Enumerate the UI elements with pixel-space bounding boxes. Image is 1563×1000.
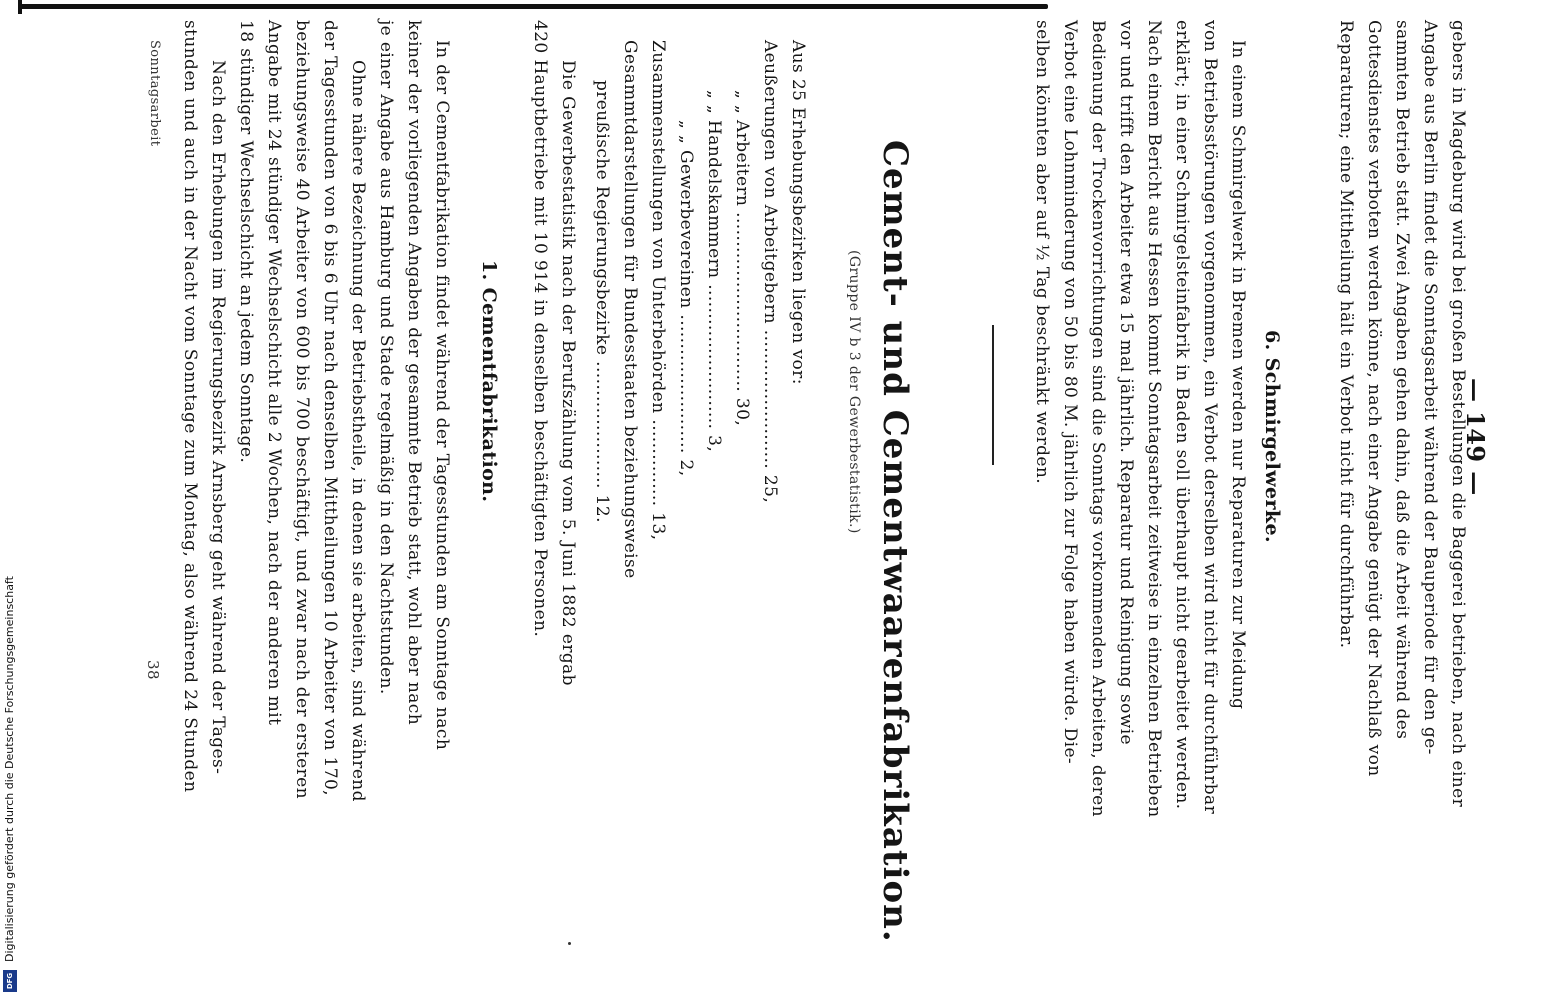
text-line: Zusammenstellungen von Unterbehörden ............... 13, xyxy=(648,40,668,541)
group-note: (Gruppe IV b 3 der Gewerbestatistik.) xyxy=(846,250,862,534)
text-line: Aus 25 Erhebungsbezirken liegen vor: xyxy=(788,40,808,385)
section-heading: Cement- und Cementwaarenfabrikation. xyxy=(875,140,915,943)
page-number: — 149 — xyxy=(1461,378,1490,496)
text-line: keiner der vorliegenden Angaben der gesammte Betrieb statt, wohl aber nach xyxy=(404,20,424,726)
text-line: Nach den Erhebungen im Regierungsbezirk Arnsberg geht während der Tages- xyxy=(208,60,228,775)
text-line: „ „ Gewerbevereinen ........................ 2, xyxy=(676,120,696,477)
text-line: Angabe mit 24 stündiger Wechselschicht alle 2 Wochen, nach der anderen mit xyxy=(264,20,284,726)
text-line: 420 Hauptbetriebe mit 10 914 in denselben beschäftigten Personen. xyxy=(530,20,550,638)
dfg-logo: DFG xyxy=(3,970,17,992)
text-line: Gesammtdarstellungen für Bundesstaaten beziehungsweise xyxy=(620,40,640,579)
text-line: „ „ Arbeitern ............................... 30, xyxy=(732,90,752,427)
section-divider xyxy=(992,325,994,465)
text-line: Angabe aus Berlin findet die Sonntagsarbeit während der Bauperiode für den ge- xyxy=(1420,20,1440,755)
text-line: der Tagesstunden von 6 bis 6 Uhr nach denselben Mittheilungen 10 Arbeiter von 170, xyxy=(320,20,340,796)
text-line: Reparaturen; eine Mittheilung hält ein Verbot nicht für durchführbar. xyxy=(1336,20,1356,649)
text-line: Nach einem Bericht aus Hessen kommt Sonntagsarbeit zeitweise in einzelnen Betrieben xyxy=(1144,20,1164,818)
text-line: Aeußerungen von Arbeitgebern ........................ 25, xyxy=(760,40,780,504)
text-line: „ „ Handelskammern ......................... 3, xyxy=(704,90,724,453)
text-line: In einem Schmirgelwerk in Bremen werden nur Reparaturen zur Meidung xyxy=(1228,40,1248,710)
text-line: preußische Regierungsbezirke ...................... 12. xyxy=(592,80,612,523)
text-line: je einer Angabe aus Hamburg und Stade regelmäßig in den Nachtstunden. xyxy=(376,20,396,695)
scan-speck xyxy=(568,942,571,945)
text-line: vor und trifft den Arbeiter etwa 15 mal jährlich. Reparatur und Reinigung sowie xyxy=(1116,20,1136,746)
text-line: von Betriebsstörungen vorgenommen, ein Verbot derselben wird nicht für durchführbar xyxy=(1200,20,1220,815)
text-line: beziehungsweise 40 Arbeiter von 600 bis 700 beschäftigt, und zwar nach der ersteren xyxy=(292,20,312,799)
text-line: 18 stündiger Wechselschicht an jedem Sonntage. xyxy=(236,20,256,464)
text-line: Gottesdienstes verboten werden könne, nach einer Angabe genügt der Nachlaß von xyxy=(1364,20,1384,777)
text-line: sammten Betrieb statt. Zwei Angaben gehen dahin, daß die Arbeit während des xyxy=(1392,20,1412,740)
text-line: gebers in Magdeburg wird bei großen Bestellungen die Baggerei betrieben, nach einer xyxy=(1448,20,1468,808)
text-line: In der Cementfabrikation findet während der Tagesstunden am Sonntage nach xyxy=(432,40,452,751)
text-line: Ohne nähere Bezeichnung der Betriebstheile, in denen sie arbeiten, sind während xyxy=(348,60,368,802)
text-line: erklärt; in einer Schmirgelsteinfabrik in Baden soll überhaupt nicht gearbeitet werden. xyxy=(1172,20,1192,810)
digitization-margin xyxy=(0,0,20,1000)
text-line: Verbot eine Lohnminderung von 50 bis 80 M. jährlich zur Folge haben würde. Die- xyxy=(1060,20,1080,765)
text-line: Bedienung der Trockenvorrichtungen sind die Sonntags vorkommenden Arbeiten, deren xyxy=(1088,20,1108,817)
subsection-heading: 1. Cementfabrikation. xyxy=(478,260,500,503)
running-foot: Sonntagsarbeit xyxy=(147,40,162,147)
subsection-heading: 6. Schmirgelwerke. xyxy=(1261,330,1283,543)
text-line: stunden und auch in der Nacht vom Sonntage zum Montag, also während 24 Stunden xyxy=(180,20,200,793)
digitization-note: Digitalisierung gefördert durch die Deutsche Forschungsgemeinschaft xyxy=(3,576,16,962)
signature-mark: 38 xyxy=(144,660,162,680)
text-line: selben könnten aber auf ½ Tag beschränkt werden. xyxy=(1032,20,1052,485)
text-line: Die Gewerbestatistik nach der Berufszählung vom 5. Juni 1882 ergab xyxy=(558,60,578,686)
top-edge-rule xyxy=(18,4,1048,9)
